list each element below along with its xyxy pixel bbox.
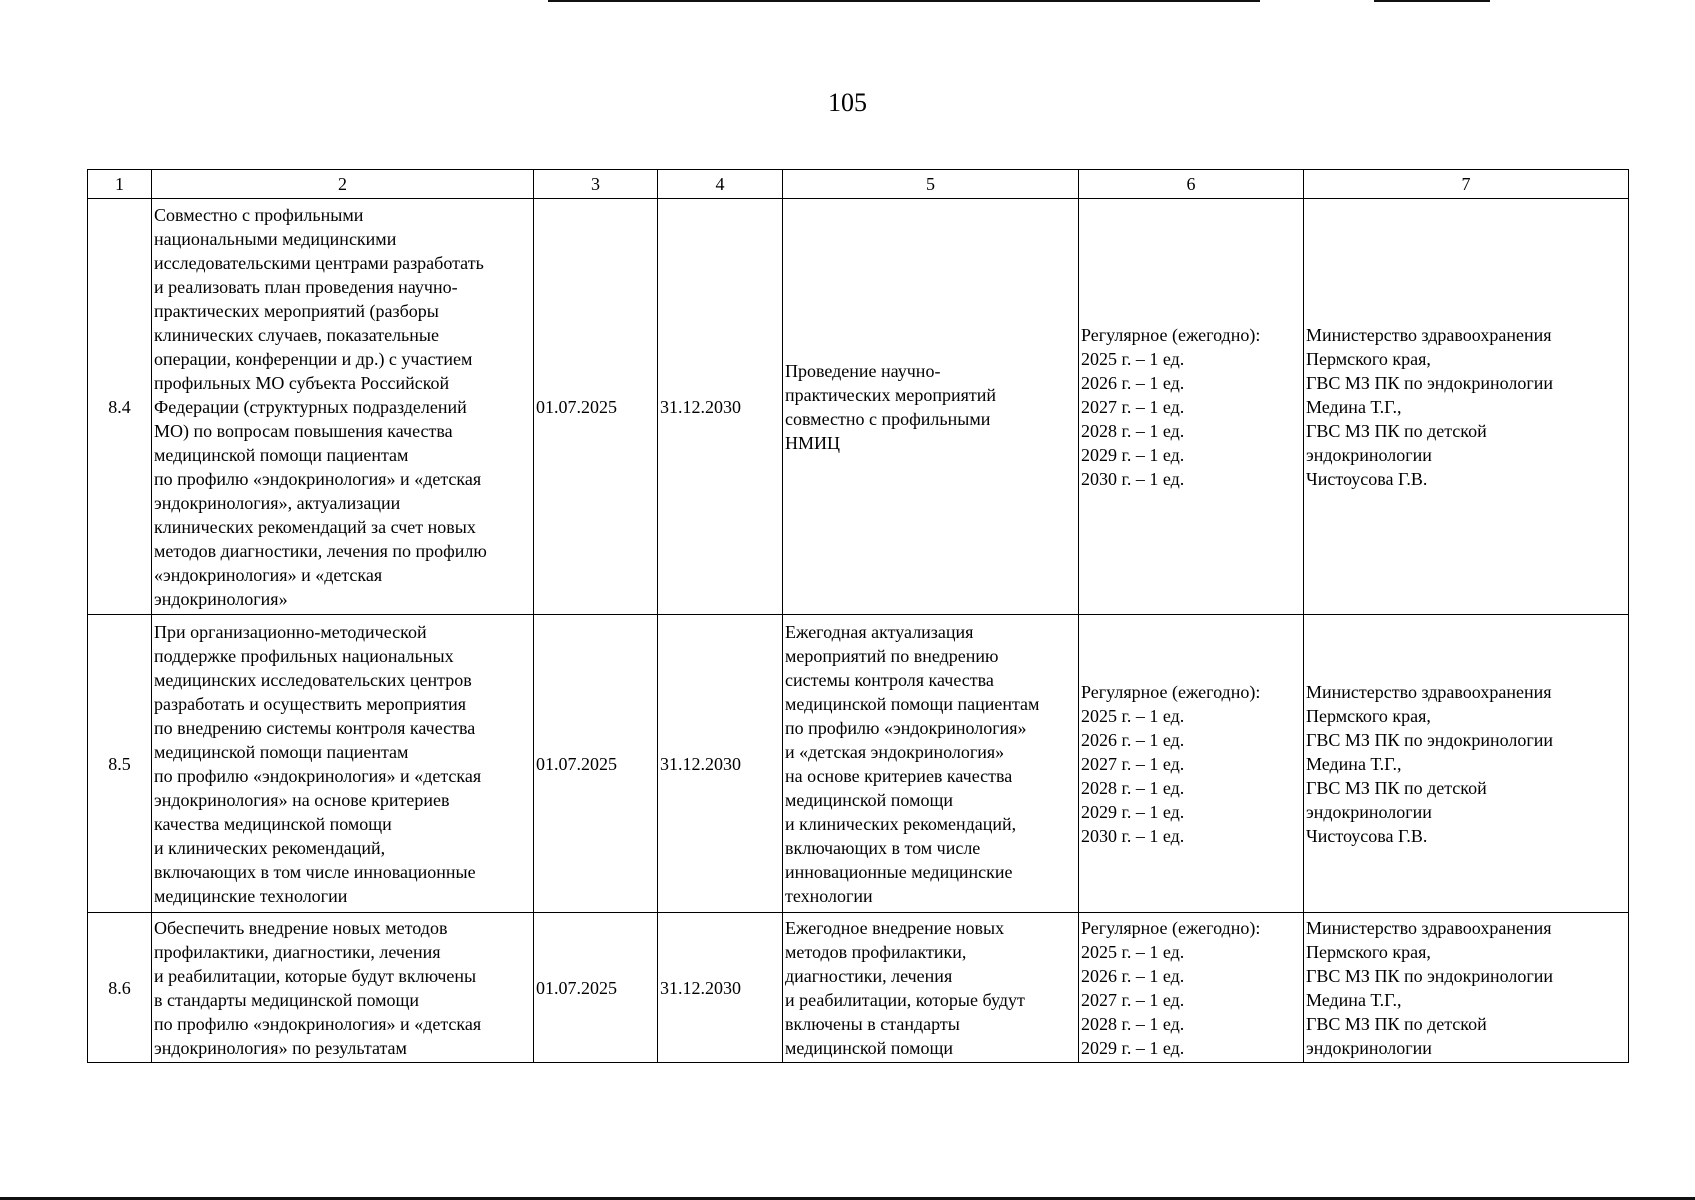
indicator-line: 2030 г. – 1 ед. [1081, 468, 1185, 489]
indicator-line: 2029 г. – 1 ед. [1081, 1037, 1185, 1058]
result-line: на основе критериев качества [785, 765, 1013, 786]
responsible-line: эндокринологии [1306, 801, 1432, 822]
description-line: медицинской помощи пациентам [154, 741, 409, 762]
result-line: мероприятий по внедрению [785, 645, 999, 666]
result-line: Проведение научно- [785, 360, 941, 381]
indicator-line: 2026 г. – 1 ед. [1081, 965, 1185, 986]
responsible-line: ГВС МЗ ПК по эндокринологии [1306, 729, 1553, 750]
activity-plan-table [87, 169, 1629, 1063]
description-line: клинических рекомендаций за счет новых [154, 516, 476, 537]
activity-description-cell [152, 615, 534, 913]
indicator-line: 2028 г. – 1 ед. [1081, 777, 1185, 798]
table-row [88, 615, 1629, 913]
activity-description-cell [152, 913, 534, 1063]
result-line: медицинской помощи [785, 1037, 953, 1058]
responsible-cell [1304, 199, 1629, 615]
description-line: «эндокринология» и «детская [154, 564, 383, 585]
description-line: эндокринология» по результатам [154, 1037, 407, 1058]
result-line: медицинской помощи пациентам [785, 693, 1040, 714]
responsible-line: Пермского края, [1306, 705, 1431, 726]
table-body [88, 199, 1629, 1063]
indicator-line: Регулярное (ежегодно): [1081, 917, 1261, 938]
description-line: Обеспечить внедрение новых методов [154, 917, 448, 938]
description-line: профилактики, диагностики, лечения [154, 941, 441, 962]
table-row [88, 913, 1629, 1063]
description-line: медицинских исследовательских центров [154, 669, 472, 690]
indicator-line: 2029 г. – 1 ед. [1081, 801, 1185, 822]
start-date-cell: 01.07.2025 [534, 199, 658, 615]
description-line: разработать и осуществить мероприятия [154, 693, 467, 714]
indicator-line: 2027 г. – 1 ед. [1081, 989, 1185, 1010]
description-line: качества медицинской помощи [154, 813, 392, 834]
description-line: эндокринология», актуализации [154, 492, 401, 513]
result-line: Ежегодная актуализация [785, 621, 974, 642]
description-line: национальными медицинскими [154, 228, 397, 249]
result-line: и клинических рекомендаций, [785, 813, 1017, 834]
table-row [88, 199, 1629, 615]
end-date-cell: 31.12.2030 [658, 615, 783, 913]
result-line: включающих в том числе [785, 837, 981, 858]
description-line: поддержке профильных национальных [154, 645, 454, 666]
description-line: профильных МО субъекта Российской [154, 372, 450, 393]
description-line: и реабилитации, которые будут включены [154, 965, 477, 986]
indicator-cell [1079, 199, 1304, 615]
column-header: 1 [88, 170, 152, 199]
result-line: совместно с профильными [785, 408, 991, 429]
column-header: 5 [783, 170, 1079, 199]
column-number-header-row [88, 170, 1629, 199]
scan-top-edge-line [548, 0, 1260, 2]
responsible-line: ГВС МЗ ПК по детской [1306, 777, 1487, 798]
description-line: по профилю «эндокринология» и «детская [154, 468, 482, 489]
column-header: 3 [534, 170, 658, 199]
result-line: технологии [785, 885, 873, 906]
indicator-line: 2027 г. – 1 ед. [1081, 753, 1185, 774]
page-number: 105 [828, 88, 867, 117]
indicator-line: Регулярное (ежегодно): [1081, 324, 1261, 345]
description-line: методов диагностики, лечения по профилю [154, 540, 487, 561]
description-line: операции, конференции и др.) с участием [154, 348, 473, 369]
indicator-line: 2025 г. – 1 ед. [1081, 348, 1185, 369]
result-line: НМИЦ [785, 432, 841, 453]
result-line: медицинской помощи [785, 789, 953, 810]
result-line: по профилю «эндокринология» [785, 717, 1027, 738]
description-line: эндокринология» на основе критериев [154, 789, 450, 810]
indicator-line: Регулярное (ежегодно): [1081, 681, 1261, 702]
description-line: исследовательскими центрами разработать [154, 252, 484, 273]
responsible-cell [1304, 615, 1629, 913]
responsible-cell [1304, 913, 1629, 1063]
description-line: эндокринология» [154, 588, 288, 609]
description-line: клинических случаев, показательные [154, 324, 439, 345]
column-header: 2 [152, 170, 534, 199]
end-date-cell: 31.12.2030 [658, 913, 783, 1063]
responsible-line: эндокринологии [1306, 444, 1432, 465]
indicator-line: 2028 г. – 1 ед. [1081, 420, 1185, 441]
expected-result-cell [783, 199, 1079, 615]
indicator-line: 2028 г. – 1 ед. [1081, 1013, 1185, 1034]
result-line: инновационные медицинские [785, 861, 1013, 882]
responsible-line: Чистоусова Г.В. [1306, 468, 1428, 489]
expected-result-cell [783, 913, 1079, 1063]
result-line: методов профилактики, [785, 941, 967, 962]
scan-top-edge-line-right [1374, 0, 1490, 2]
indicator-line: 2027 г. – 1 ед. [1081, 396, 1185, 417]
description-line: по внедрению системы контроля качества [154, 717, 476, 738]
description-line: медицинские технологии [154, 885, 348, 906]
responsible-line: Медина Т.Г., [1306, 753, 1402, 774]
item-number-cell: 8.4 [88, 199, 152, 615]
column-header: 7 [1304, 170, 1629, 199]
description-line: МО) по вопросам повышения качества [154, 420, 453, 441]
description-line: практических мероприятий (разборы [154, 300, 439, 321]
indicator-cell [1079, 615, 1304, 913]
responsible-line: ГВС МЗ ПК по детской [1306, 1013, 1487, 1034]
description-line: При организационно-методической [154, 621, 427, 642]
indicator-line: 2026 г. – 1 ед. [1081, 729, 1185, 750]
result-line: и реабилитации, которые будут [785, 989, 1025, 1010]
description-line: по профилю «эндокринология» и «детская [154, 1013, 482, 1034]
result-line: системы контроля качества [785, 669, 994, 690]
start-date-cell: 01.07.2025 [534, 615, 658, 913]
item-number-cell: 8.5 [88, 615, 152, 913]
description-line: Федерации (структурных подразделений [154, 396, 467, 417]
description-line: в стандарты медицинской помощи [154, 989, 420, 1010]
description-line: медицинской помощи пациентам [154, 444, 409, 465]
responsible-line: Медина Т.Г., [1306, 396, 1402, 417]
responsible-line: Пермского края, [1306, 941, 1431, 962]
responsible-line: Чистоусова Г.В. [1306, 825, 1428, 846]
item-number-cell: 8.6 [88, 913, 152, 1063]
expected-result-cell [783, 615, 1079, 913]
responsible-line: Министерство здравоохранения [1306, 681, 1552, 702]
responsible-line: ГВС МЗ ПК по детской [1306, 420, 1487, 441]
end-date-cell: 31.12.2030 [658, 199, 783, 615]
column-header: 4 [658, 170, 783, 199]
start-date-cell: 01.07.2025 [534, 913, 658, 1063]
responsible-line: эндокринологии [1306, 1037, 1432, 1058]
description-line: Совместно с профильными [154, 204, 364, 225]
indicator-line: 2030 г. – 1 ед. [1081, 825, 1185, 846]
description-line: включающих в том числе инновационные [154, 861, 476, 882]
description-line: и реализовать план проведения научно- [154, 276, 458, 297]
result-line: включены в стандарты [785, 1013, 960, 1034]
responsible-line: Министерство здравоохранения [1306, 917, 1552, 938]
responsible-line: Медина Т.Г., [1306, 989, 1402, 1010]
indicator-line: 2025 г. – 1 ед. [1081, 705, 1185, 726]
responsible-line: Министерство здравоохранения [1306, 324, 1552, 345]
result-line: и «детская эндокринология» [785, 741, 1005, 762]
responsible-line: Пермского края, [1306, 348, 1431, 369]
responsible-line: ГВС МЗ ПК по эндокринологии [1306, 965, 1553, 986]
description-line: и клинических рекомендаций, [154, 837, 386, 858]
indicator-line: 2025 г. – 1 ед. [1081, 941, 1185, 962]
description-line: по профилю «эндокринология» и «детская [154, 765, 482, 786]
indicator-line: 2029 г. – 1 ед. [1081, 444, 1185, 465]
indicator-line: 2026 г. – 1 ед. [1081, 372, 1185, 393]
result-line: Ежегодное внедрение новых [785, 917, 1005, 938]
indicator-cell [1079, 913, 1304, 1063]
result-line: практических мероприятий [785, 384, 997, 405]
activity-description-cell [152, 199, 534, 615]
responsible-line: ГВС МЗ ПК по эндокринологии [1306, 372, 1553, 393]
result-line: диагностики, лечения [785, 965, 953, 986]
column-header: 6 [1079, 170, 1304, 199]
